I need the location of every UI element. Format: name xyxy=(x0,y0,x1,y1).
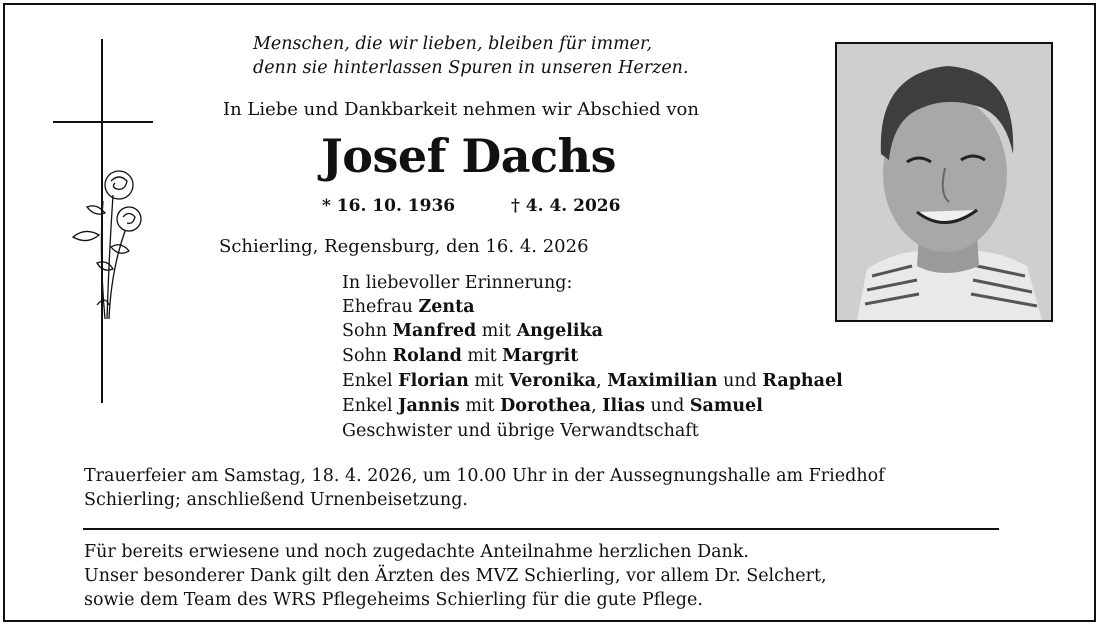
family-line-son-2: Sohn Roland mit Margrit xyxy=(342,346,579,366)
funeral-line-1: Trauerfeier am Samstag, 18. 4. 2026, um 10.00 Uhr in der Aussegnungshalle am Friedhof xyxy=(84,466,885,486)
thanks-line-3: sowie dem Team des WRS Pflegeheims Schierling für die gute Pflege. xyxy=(84,590,703,610)
divider-line xyxy=(83,528,999,530)
family-line-grandchildren-1: Enkel Florian mit Veronika, Maximilian und Raphael xyxy=(342,371,843,391)
family-line-wife: Ehefrau Zenta xyxy=(342,297,475,317)
family-line-grandchildren-2: Enkel Jannis mit Dorothea, Ilias und Samuel xyxy=(342,396,763,416)
intro-text: In Liebe und Dankbarkeit nehmen wir Abschied von xyxy=(223,99,699,120)
death-date: † 4. 4. 2026 xyxy=(511,196,621,216)
family-heading: In liebevoller Erinnerung: xyxy=(342,273,573,293)
quote-line-2: denn sie hinterlassen Spuren in unseren Herzen. xyxy=(253,58,689,78)
family-line-relatives: Geschwister und übrige Verwandtschaft xyxy=(342,421,699,441)
thanks-line-2: Unser besonderer Dank gilt den Ärzten des MVZ Schierling, vor allem Dr. Selchert, xyxy=(84,566,827,586)
roses-icon xyxy=(67,165,147,325)
name-zenta: Zenta xyxy=(418,297,475,317)
funeral-line-2: Schierling; anschließend Urnenbeisetzung. xyxy=(84,490,468,510)
birth-date: * 16. 10. 1936 xyxy=(322,196,456,216)
portrait-illustration xyxy=(837,44,1051,320)
obituary-frame xyxy=(3,3,1096,622)
place-and-date: Schierling, Regensburg, den 16. 4. 2026 xyxy=(219,236,589,257)
cross-horizontal-beam xyxy=(53,121,153,123)
deceased-name: Josef Dachs xyxy=(321,129,616,183)
portrait-photo xyxy=(835,42,1053,322)
quote-line-1: Menschen, die wir lieben, bleiben für immer, xyxy=(253,34,653,54)
thanks-line-1: Für bereits erwiesene und noch zugedachte Anteilnahme herzlichen Dank. xyxy=(84,542,749,562)
family-line-son-1: Sohn Manfred mit Angelika xyxy=(342,321,603,341)
